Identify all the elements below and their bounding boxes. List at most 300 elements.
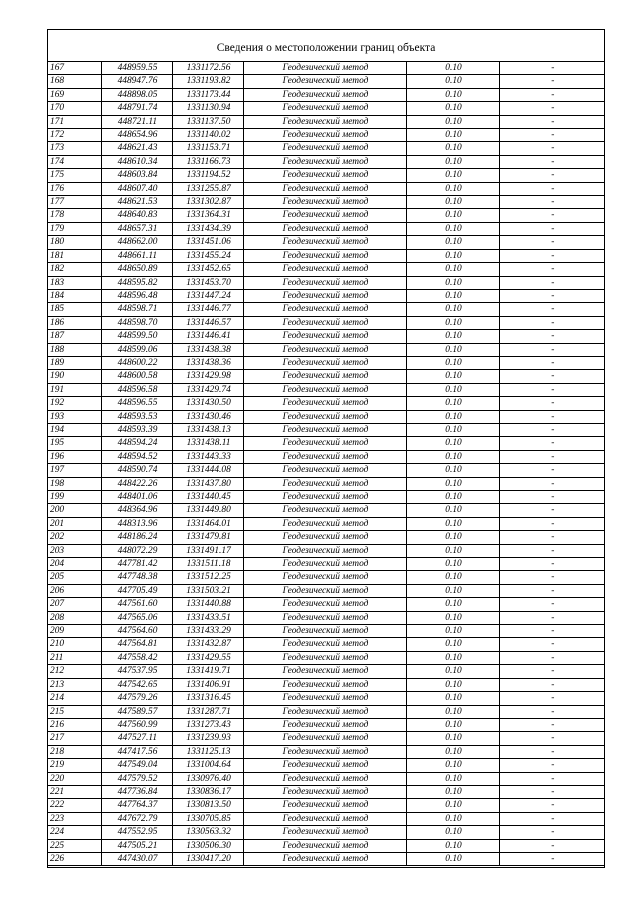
y-coordinate-cell: 1331446.41 <box>172 330 243 343</box>
x-coordinate-cell: 448599.06 <box>101 343 172 356</box>
x-coordinate-cell: 447527.11 <box>101 732 172 745</box>
precision-cell: 0.10 <box>406 142 499 155</box>
table-row <box>48 678 604 691</box>
x-coordinate-cell: 448600.22 <box>101 356 172 369</box>
table-row <box>48 383 604 396</box>
table-row <box>48 356 604 369</box>
table-row <box>48 692 604 705</box>
table-row <box>48 155 604 168</box>
x-coordinate-cell: 448596.58 <box>101 383 172 396</box>
method-cell: Геодезический метод <box>243 423 406 436</box>
description-cell: - <box>499 665 604 678</box>
precision-cell: 0.10 <box>406 732 499 745</box>
method-cell: Геодезический метод <box>243 263 406 276</box>
point-number-cell: 185 <box>48 303 101 316</box>
point-number-cell: 219 <box>48 759 101 772</box>
description-cell: - <box>499 718 604 731</box>
y-coordinate-cell: 1331287.71 <box>172 705 243 718</box>
x-coordinate-cell: 447736.84 <box>101 785 172 798</box>
x-coordinate-cell: 448596.48 <box>101 289 172 302</box>
method-cell: Геодезический метод <box>243 826 406 839</box>
precision-cell: 0.10 <box>406 62 499 75</box>
point-number-cell: 214 <box>48 692 101 705</box>
precision-cell: 0.10 <box>406 410 499 423</box>
precision-cell: 0.10 <box>406 517 499 530</box>
point-number-cell: 188 <box>48 343 101 356</box>
y-coordinate-cell: 1331511.18 <box>172 558 243 571</box>
precision-cell: 0.10 <box>406 584 499 597</box>
description-cell: - <box>499 75 604 88</box>
description-cell: - <box>499 330 604 343</box>
y-coordinate-cell: 1331464.01 <box>172 517 243 530</box>
method-cell: Геодезический метод <box>243 517 406 530</box>
precision-cell: 0.10 <box>406 611 499 624</box>
table-row <box>48 129 604 142</box>
y-coordinate-cell: 1331239.93 <box>172 732 243 745</box>
y-coordinate-cell: 1331503.21 <box>172 584 243 597</box>
x-coordinate-cell: 447505.21 <box>101 839 172 852</box>
x-coordinate-cell: 448593.39 <box>101 423 172 436</box>
precision-cell: 0.10 <box>406 598 499 611</box>
x-coordinate-cell: 448422.26 <box>101 477 172 490</box>
description-cell: - <box>499 222 604 235</box>
precision-cell: 0.10 <box>406 169 499 182</box>
description-cell: - <box>499 276 604 289</box>
point-number-cell: 200 <box>48 504 101 517</box>
description-cell: - <box>499 598 604 611</box>
y-coordinate-cell: 1331432.87 <box>172 638 243 651</box>
description-cell: - <box>499 584 604 597</box>
point-number-cell: 210 <box>48 638 101 651</box>
point-number-cell: 187 <box>48 330 101 343</box>
precision-cell: 0.10 <box>406 651 499 664</box>
y-coordinate-cell: 1330705.85 <box>172 812 243 825</box>
table-row <box>48 665 604 678</box>
point-number-cell: 198 <box>48 477 101 490</box>
x-coordinate-cell: 448650.89 <box>101 263 172 276</box>
table-row <box>48 437 604 450</box>
y-coordinate-cell: 1331438.13 <box>172 423 243 436</box>
x-coordinate-cell: 448640.83 <box>101 209 172 222</box>
precision-cell: 0.10 <box>406 638 499 651</box>
table-row <box>48 450 604 463</box>
x-coordinate-cell: 447589.57 <box>101 705 172 718</box>
precision-cell: 0.10 <box>406 423 499 436</box>
point-number-cell: 207 <box>48 598 101 611</box>
y-coordinate-cell: 1331194.52 <box>172 169 243 182</box>
precision-cell: 0.10 <box>406 75 499 88</box>
method-cell: Геодезический метод <box>243 772 406 785</box>
x-coordinate-cell: 448595.82 <box>101 276 172 289</box>
x-coordinate-cell: 447705.49 <box>101 584 172 597</box>
x-coordinate-cell: 448594.24 <box>101 437 172 450</box>
point-number-cell: 226 <box>48 852 101 865</box>
description-cell: - <box>499 785 604 798</box>
description-cell: - <box>499 558 604 571</box>
y-coordinate-cell: 1331430.46 <box>172 410 243 423</box>
x-coordinate-cell: 447561.60 <box>101 598 172 611</box>
description-cell: - <box>499 182 604 195</box>
precision-cell: 0.10 <box>406 263 499 276</box>
precision-cell: 0.10 <box>406 852 499 865</box>
table-row <box>48 638 604 651</box>
x-coordinate-cell: 448364.96 <box>101 504 172 517</box>
method-cell: Геодезический метод <box>243 491 406 504</box>
y-coordinate-cell: 1331130.94 <box>172 102 243 115</box>
method-cell: Геодезический метод <box>243 129 406 142</box>
x-coordinate-cell: 447552.95 <box>101 826 172 839</box>
description-cell: - <box>499 437 604 450</box>
precision-cell: 0.10 <box>406 289 499 302</box>
x-coordinate-cell: 447537.95 <box>101 665 172 678</box>
precision-cell: 0.10 <box>406 236 499 249</box>
x-coordinate-cell: 448721.11 <box>101 115 172 128</box>
point-number-cell: 209 <box>48 625 101 638</box>
precision-cell: 0.10 <box>406 196 499 209</box>
x-coordinate-cell: 448590.74 <box>101 464 172 477</box>
method-cell: Геодезический метод <box>243 62 406 75</box>
point-number-cell: 189 <box>48 356 101 369</box>
x-coordinate-cell: 447564.81 <box>101 638 172 651</box>
method-cell: Геодезический метод <box>243 839 406 852</box>
x-coordinate-cell: 448596.55 <box>101 397 172 410</box>
precision-cell: 0.10 <box>406 692 499 705</box>
y-coordinate-cell: 1331433.51 <box>172 611 243 624</box>
precision-cell: 0.10 <box>406 799 499 812</box>
method-cell: Геодезический метод <box>243 316 406 329</box>
x-coordinate-cell: 448594.52 <box>101 450 172 463</box>
method-cell: Геодезический метод <box>243 625 406 638</box>
x-coordinate-cell: 448621.53 <box>101 196 172 209</box>
point-number-cell: 192 <box>48 397 101 410</box>
point-number-cell: 186 <box>48 316 101 329</box>
description-cell: - <box>499 812 604 825</box>
method-cell: Геодезический метод <box>243 343 406 356</box>
table-row <box>48 504 604 517</box>
method-cell: Геодезический метод <box>243 249 406 262</box>
table-row <box>48 812 604 825</box>
point-number-cell: 191 <box>48 383 101 396</box>
description-cell: - <box>499 491 604 504</box>
x-coordinate-cell: 448657.31 <box>101 222 172 235</box>
method-cell: Геодезический метод <box>243 383 406 396</box>
table-row <box>48 263 604 276</box>
y-coordinate-cell: 1331440.45 <box>172 491 243 504</box>
table-row <box>48 745 604 758</box>
point-number-cell: 179 <box>48 222 101 235</box>
method-cell: Геодезический метод <box>243 745 406 758</box>
table-row <box>48 330 604 343</box>
y-coordinate-cell: 1331316.45 <box>172 692 243 705</box>
description-cell: - <box>499 531 604 544</box>
method-cell: Геодезический метод <box>243 638 406 651</box>
y-coordinate-cell: 1331406.91 <box>172 678 243 691</box>
description-cell: - <box>499 397 604 410</box>
description-cell: - <box>499 705 604 718</box>
description-cell: - <box>499 625 604 638</box>
y-coordinate-cell: 1331429.55 <box>172 651 243 664</box>
x-coordinate-cell: 447565.06 <box>101 611 172 624</box>
table-row <box>48 759 604 772</box>
table-row <box>48 799 604 812</box>
precision-cell: 0.10 <box>406 759 499 772</box>
point-number-cell: 213 <box>48 678 101 691</box>
table-row <box>48 544 604 557</box>
precision-cell: 0.10 <box>406 437 499 450</box>
precision-cell: 0.10 <box>406 343 499 356</box>
method-cell: Геодезический метод <box>243 598 406 611</box>
description-cell: - <box>499 303 604 316</box>
precision-cell: 0.10 <box>406 303 499 316</box>
method-cell: Геодезический метод <box>243 464 406 477</box>
table-row <box>48 289 604 302</box>
description-cell: - <box>499 450 604 463</box>
point-number-cell: 206 <box>48 584 101 597</box>
precision-cell: 0.10 <box>406 276 499 289</box>
precision-cell: 0.10 <box>406 316 499 329</box>
description-cell: - <box>499 745 604 758</box>
method-cell: Геодезический метод <box>243 571 406 584</box>
method-cell: Геодезический метод <box>243 678 406 691</box>
table-row <box>48 852 604 865</box>
method-cell: Геодезический метод <box>243 222 406 235</box>
y-coordinate-cell: 1331429.74 <box>172 383 243 396</box>
point-number-cell: 211 <box>48 651 101 664</box>
method-cell: Геодезический метод <box>243 785 406 798</box>
method-cell: Геодезический метод <box>243 88 406 101</box>
x-coordinate-cell: 448603.84 <box>101 169 172 182</box>
table-row <box>48 343 604 356</box>
y-coordinate-cell: 1331446.57 <box>172 316 243 329</box>
description-cell: - <box>499 477 604 490</box>
description-cell: - <box>499 692 604 705</box>
description-cell: - <box>499 209 604 222</box>
point-number-cell: 201 <box>48 517 101 530</box>
precision-cell: 0.10 <box>406 102 499 115</box>
table-row <box>48 142 604 155</box>
description-cell: - <box>499 852 604 865</box>
description-cell: - <box>499 356 604 369</box>
y-coordinate-cell: 1331455.24 <box>172 249 243 262</box>
point-number-cell: 224 <box>48 826 101 839</box>
description-cell: - <box>499 370 604 383</box>
point-number-cell: 171 <box>48 115 101 128</box>
x-coordinate-cell: 448401.06 <box>101 491 172 504</box>
method-cell: Геодезический метод <box>243 102 406 115</box>
x-coordinate-cell: 448072.29 <box>101 544 172 557</box>
point-number-cell: 193 <box>48 410 101 423</box>
x-coordinate-cell: 448313.96 <box>101 517 172 530</box>
table-row <box>48 182 604 195</box>
precision-cell: 0.10 <box>406 222 499 235</box>
point-number-cell: 181 <box>48 249 101 262</box>
point-number-cell: 217 <box>48 732 101 745</box>
y-coordinate-cell: 1330506.30 <box>172 839 243 852</box>
method-cell: Геодезический метод <box>243 209 406 222</box>
table-row <box>48 196 604 209</box>
coordinates-table <box>48 62 604 866</box>
y-coordinate-cell: 1331255.87 <box>172 182 243 195</box>
point-number-cell: 174 <box>48 155 101 168</box>
precision-cell: 0.10 <box>406 839 499 852</box>
x-coordinate-cell: 447558.42 <box>101 651 172 664</box>
description-cell: - <box>499 517 604 530</box>
table-row <box>48 370 604 383</box>
table-row <box>48 571 604 584</box>
point-number-cell: 221 <box>48 785 101 798</box>
y-coordinate-cell: 1331437.80 <box>172 477 243 490</box>
y-coordinate-cell: 1330417.20 <box>172 852 243 865</box>
description-cell: - <box>499 343 604 356</box>
precision-cell: 0.10 <box>406 249 499 262</box>
y-coordinate-cell: 1331125.13 <box>172 745 243 758</box>
y-coordinate-cell: 1331429.98 <box>172 370 243 383</box>
method-cell: Геодезический метод <box>243 169 406 182</box>
point-number-cell: 178 <box>48 209 101 222</box>
y-coordinate-cell: 1331364.31 <box>172 209 243 222</box>
precision-cell: 0.10 <box>406 155 499 168</box>
method-cell: Геодезический метод <box>243 558 406 571</box>
y-coordinate-cell: 1331419.71 <box>172 665 243 678</box>
table-row <box>48 611 604 624</box>
x-coordinate-cell: 448600.58 <box>101 370 172 383</box>
method-cell: Геодезический метод <box>243 665 406 678</box>
table-row <box>48 839 604 852</box>
y-coordinate-cell: 1331444.08 <box>172 464 243 477</box>
x-coordinate-cell: 448959.55 <box>101 62 172 75</box>
y-coordinate-cell: 1331172.56 <box>172 62 243 75</box>
precision-cell: 0.10 <box>406 665 499 678</box>
point-number-cell: 212 <box>48 665 101 678</box>
precision-cell: 0.10 <box>406 88 499 101</box>
precision-cell: 0.10 <box>406 531 499 544</box>
y-coordinate-cell: 1331153.71 <box>172 142 243 155</box>
x-coordinate-cell: 448621.43 <box>101 142 172 155</box>
y-coordinate-cell: 1331449.80 <box>172 504 243 517</box>
description-cell: - <box>499 571 604 584</box>
x-coordinate-cell: 448661.11 <box>101 249 172 262</box>
description-cell: - <box>499 504 604 517</box>
table-row <box>48 464 604 477</box>
precision-cell: 0.10 <box>406 129 499 142</box>
description-cell: - <box>499 236 604 249</box>
point-number-cell: 204 <box>48 558 101 571</box>
precision-cell: 0.10 <box>406 812 499 825</box>
table-row <box>48 62 604 75</box>
precision-cell: 0.10 <box>406 504 499 517</box>
method-cell: Геодезический метод <box>243 544 406 557</box>
point-number-cell: 173 <box>48 142 101 155</box>
table-row <box>48 584 604 597</box>
x-coordinate-cell: 447579.26 <box>101 692 172 705</box>
precision-cell: 0.10 <box>406 558 499 571</box>
table-row <box>48 705 604 718</box>
point-number-cell: 167 <box>48 62 101 75</box>
point-number-cell: 168 <box>48 75 101 88</box>
x-coordinate-cell: 447549.04 <box>101 759 172 772</box>
description-cell: - <box>499 826 604 839</box>
point-number-cell: 175 <box>48 169 101 182</box>
point-number-cell: 216 <box>48 718 101 731</box>
point-number-cell: 223 <box>48 812 101 825</box>
method-cell: Геодезический метод <box>243 852 406 865</box>
table-row <box>48 785 604 798</box>
method-cell: Геодезический метод <box>243 330 406 343</box>
method-cell: Геодезический метод <box>243 236 406 249</box>
y-coordinate-cell: 1331491.17 <box>172 544 243 557</box>
table-row <box>48 276 604 289</box>
method-cell: Геодезический метод <box>243 692 406 705</box>
point-number-cell: 180 <box>48 236 101 249</box>
precision-cell: 0.10 <box>406 625 499 638</box>
method-cell: Геодезический метод <box>243 289 406 302</box>
description-cell: - <box>499 799 604 812</box>
method-cell: Геодезический метод <box>243 531 406 544</box>
y-coordinate-cell: 1330976.40 <box>172 772 243 785</box>
description-cell: - <box>499 638 604 651</box>
precision-cell: 0.10 <box>406 544 499 557</box>
y-coordinate-cell: 1330813.50 <box>172 799 243 812</box>
point-number-cell: 215 <box>48 705 101 718</box>
point-number-cell: 199 <box>48 491 101 504</box>
description-cell: - <box>499 759 604 772</box>
precision-cell: 0.10 <box>406 330 499 343</box>
point-number-cell: 197 <box>48 464 101 477</box>
table-row <box>48 209 604 222</box>
y-coordinate-cell: 1331447.24 <box>172 289 243 302</box>
description-cell: - <box>499 316 604 329</box>
point-number-cell: 176 <box>48 182 101 195</box>
point-number-cell: 225 <box>48 839 101 852</box>
method-cell: Геодезический метод <box>243 477 406 490</box>
point-number-cell: 169 <box>48 88 101 101</box>
method-cell: Геодезический метод <box>243 611 406 624</box>
precision-cell: 0.10 <box>406 745 499 758</box>
method-cell: Геодезический метод <box>243 75 406 88</box>
x-coordinate-cell: 447781.42 <box>101 558 172 571</box>
precision-cell: 0.10 <box>406 397 499 410</box>
precision-cell: 0.10 <box>406 383 499 396</box>
table-row <box>48 477 604 490</box>
table-row <box>48 651 604 664</box>
method-cell: Геодезический метод <box>243 812 406 825</box>
description-cell: - <box>499 611 604 624</box>
table-row <box>48 423 604 436</box>
precision-cell: 0.10 <box>406 705 499 718</box>
x-coordinate-cell: 448898.05 <box>101 88 172 101</box>
y-coordinate-cell: 1331512.25 <box>172 571 243 584</box>
description-cell: - <box>499 289 604 302</box>
precision-cell: 0.10 <box>406 678 499 691</box>
table-row <box>48 316 604 329</box>
y-coordinate-cell: 1331440.88 <box>172 598 243 611</box>
y-coordinate-cell: 1331140.02 <box>172 129 243 142</box>
method-cell: Геодезический метод <box>243 115 406 128</box>
method-cell: Геодезический метод <box>243 196 406 209</box>
coordinates-table-body <box>48 62 604 866</box>
y-coordinate-cell: 1331273.43 <box>172 718 243 731</box>
table-row <box>48 598 604 611</box>
method-cell: Геодезический метод <box>243 718 406 731</box>
table-row <box>48 75 604 88</box>
method-cell: Геодезический метод <box>243 276 406 289</box>
x-coordinate-cell: 447672.79 <box>101 812 172 825</box>
table-row <box>48 102 604 115</box>
description-cell: - <box>499 464 604 477</box>
description-cell: - <box>499 102 604 115</box>
point-number-cell: 196 <box>48 450 101 463</box>
point-number-cell: 208 <box>48 611 101 624</box>
